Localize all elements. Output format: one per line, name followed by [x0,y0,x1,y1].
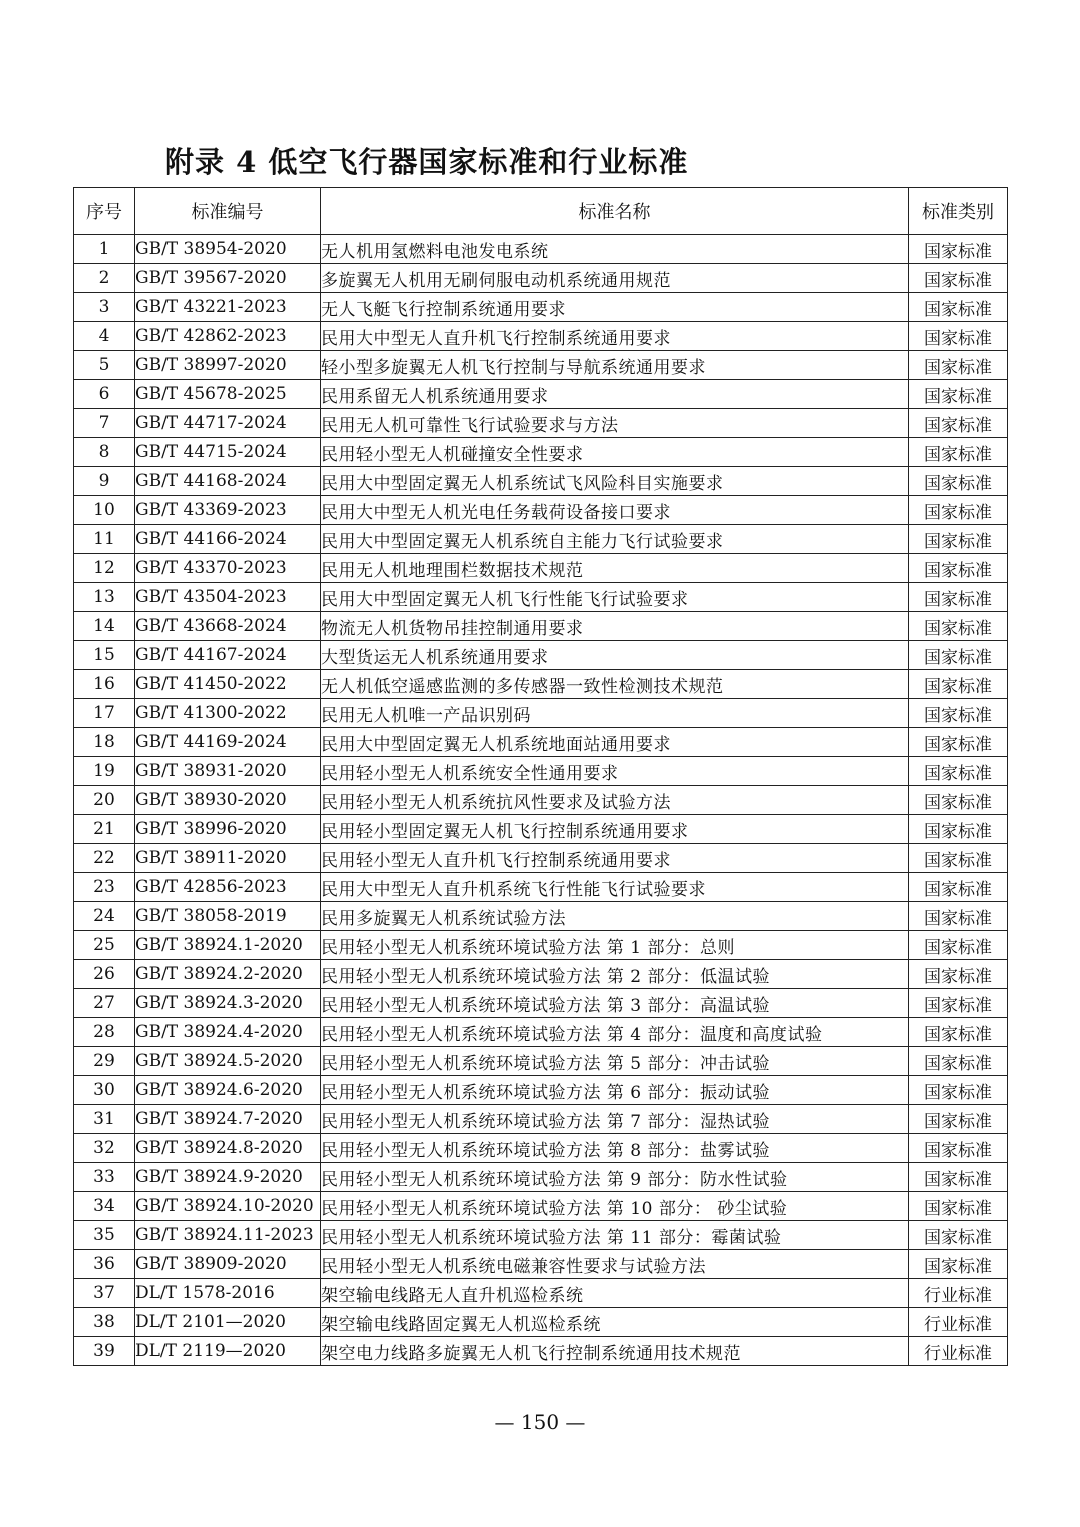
row-index: 4 [74,322,135,351]
row-index: 2 [74,264,135,293]
table-row [74,409,1008,438]
row-index: 8 [74,438,135,467]
table-row [74,1279,1008,1308]
standard-code: GB/T 38911-2020 [135,844,321,873]
standard-category: 国家标准 [909,1105,1008,1134]
table-row [74,989,1008,1018]
standard-code: DL/T 2119—2020 [135,1337,321,1366]
standard-category: 国家标准 [909,496,1008,525]
table-row [74,1076,1008,1105]
standard-category: 国家标准 [909,757,1008,786]
row-index: 9 [74,467,135,496]
row-index: 26 [74,960,135,989]
standard-category: 国家标准 [909,1076,1008,1105]
table-row [74,1047,1008,1076]
row-index: 22 [74,844,135,873]
standard-category: 国家标准 [909,641,1008,670]
standard-code: GB/T 44168-2024 [135,467,321,496]
standard-name: 民用轻小型无人机系统环境试验方法 第 1 部分：总则 [321,931,909,960]
row-index: 33 [74,1163,135,1192]
standard-name: 民用多旋翼无人机系统试验方法 [321,902,909,931]
standard-category: 国家标准 [909,293,1008,322]
standard-code: GB/T 44169-2024 [135,728,321,757]
table-header-row [74,188,1008,235]
standard-category: 国家标准 [909,902,1008,931]
standard-code: GB/T 38924.9-2020 [135,1163,321,1192]
table-row [74,931,1008,960]
standard-code: GB/T 38924.8-2020 [135,1134,321,1163]
standard-name: 无人机用氢燃料电池发电系统 [321,235,909,264]
standard-category: 国家标准 [909,1047,1008,1076]
table-row [74,873,1008,902]
standard-name: 民用轻小型无人机系统环境试验方法 第 4 部分：温度和高度试验 [321,1018,909,1047]
standard-category: 国家标准 [909,409,1008,438]
standard-name: 民用轻小型无人机系统环境试验方法 第 10 部分： 砂尘试验 [321,1192,909,1221]
table-row [74,351,1008,380]
row-index: 30 [74,1076,135,1105]
row-index: 3 [74,293,135,322]
table-row [74,728,1008,757]
standard-category: 国家标准 [909,670,1008,699]
standard-name: 民用轻小型无人机系统环境试验方法 第 11 部分：霉菌试验 [321,1221,909,1250]
row-index: 7 [74,409,135,438]
standard-category: 国家标准 [909,264,1008,293]
table-row [74,641,1008,670]
table-row [74,438,1008,467]
row-index: 34 [74,1192,135,1221]
standard-name: 民用轻小型无人机系统环境试验方法 第 2 部分：低温试验 [321,960,909,989]
table-body [74,235,1008,1366]
row-index: 25 [74,931,135,960]
standard-category: 国家标准 [909,235,1008,264]
row-index: 13 [74,583,135,612]
table-row [74,815,1008,844]
standard-name: 民用轻小型无人机系统环境试验方法 第 7 部分：湿热试验 [321,1105,909,1134]
table-row [74,380,1008,409]
table-row [74,670,1008,699]
row-index: 6 [74,380,135,409]
standard-code: GB/T 44717-2024 [135,409,321,438]
standard-code: GB/T 43504-2023 [135,583,321,612]
standard-name: 民用大中型固定翼无人机系统自主能力飞行试验要求 [321,525,909,554]
standard-name: 民用轻小型固定翼无人机飞行控制系统通用要求 [321,815,909,844]
standard-category: 国家标准 [909,612,1008,641]
standard-code: GB/T 42862-2023 [135,322,321,351]
row-index: 18 [74,728,135,757]
standard-code: GB/T 44167-2024 [135,641,321,670]
standard-code: GB/T 43369-2023 [135,496,321,525]
standard-code: GB/T 43221-2023 [135,293,321,322]
table-row [74,1018,1008,1047]
standard-name: 民用大中型无人直升机系统飞行性能飞行试验要求 [321,873,909,902]
row-index: 36 [74,1250,135,1279]
standard-name: 架空输电线路无人直升机巡检系统 [321,1279,909,1308]
standard-category: 国家标准 [909,322,1008,351]
table-row [74,1163,1008,1192]
standard-name: 民用大中型无人机光电任务载荷设备接口要求 [321,496,909,525]
standard-name: 轻小型多旋翼无人机飞行控制与导航系统通用要求 [321,351,909,380]
standard-name: 架空输电线路固定翼无人机巡检系统 [321,1308,909,1337]
standard-code: GB/T 45678-2025 [135,380,321,409]
standard-code: GB/T 38924.2-2020 [135,960,321,989]
row-index: 10 [74,496,135,525]
standard-category: 国家标准 [909,583,1008,612]
table-row [74,844,1008,873]
table-row [74,1221,1008,1250]
standard-code: GB/T 39567-2020 [135,264,321,293]
row-index: 15 [74,641,135,670]
row-index: 32 [74,1134,135,1163]
standard-name: 民用轻小型无人机系统环境试验方法 第 5 部分：冲击试验 [321,1047,909,1076]
row-index: 28 [74,1018,135,1047]
table-row [74,1250,1008,1279]
row-index: 29 [74,1047,135,1076]
table-row [74,293,1008,322]
standard-name: 大型货运无人机系统通用要求 [321,641,909,670]
standard-category: 国家标准 [909,1018,1008,1047]
table-row [74,264,1008,293]
standard-category: 国家标准 [909,525,1008,554]
standard-code: GB/T 38930-2020 [135,786,321,815]
standard-code: GB/T 43668-2024 [135,612,321,641]
standard-code: GB/T 38997-2020 [135,351,321,380]
row-index: 20 [74,786,135,815]
standard-code: GB/T 38924.10-2020 [135,1192,321,1221]
standard-name: 民用轻小型无人机碰撞安全性要求 [321,438,909,467]
row-index: 39 [74,1337,135,1366]
standard-name: 民用轻小型无人机系统环境试验方法 第 6 部分：振动试验 [321,1076,909,1105]
standard-name: 民用无人机可靠性飞行试验要求与方法 [321,409,909,438]
standard-category: 国家标准 [909,931,1008,960]
standard-code: GB/T 38924.6-2020 [135,1076,321,1105]
standard-category: 国家标准 [909,1250,1008,1279]
standard-code: GB/T 42856-2023 [135,873,321,902]
standard-name: 民用轻小型无人机系统环境试验方法 第 3 部分：高温试验 [321,989,909,1018]
standard-name: 民用大中型固定翼无人机飞行性能飞行试验要求 [321,583,909,612]
standard-category: 国家标准 [909,467,1008,496]
standard-code: DL/T 2101—2020 [135,1308,321,1337]
row-index: 12 [74,554,135,583]
table-row [74,612,1008,641]
standard-name: 民用大中型无人直升机飞行控制系统通用要求 [321,322,909,351]
standard-name: 民用无人机唯一产品识别码 [321,699,909,728]
standard-category: 国家标准 [909,1134,1008,1163]
row-index: 16 [74,670,135,699]
table-row [74,1134,1008,1163]
table-row [74,583,1008,612]
header-standard-name: 标准名称 [321,188,909,235]
standard-code: GB/T 38924.11-2023 [135,1221,321,1250]
standard-code: GB/T 38931-2020 [135,757,321,786]
table-row [74,960,1008,989]
table-row [74,757,1008,786]
standard-code: GB/T 44166-2024 [135,525,321,554]
standard-category: 行业标准 [909,1337,1008,1366]
table-row [74,699,1008,728]
standard-code: GB/T 38924.4-2020 [135,1018,321,1047]
table-row [74,235,1008,264]
standard-category: 国家标准 [909,989,1008,1018]
row-index: 24 [74,902,135,931]
standard-name: 民用轻小型无人直升机飞行控制系统通用要求 [321,844,909,873]
header-standard-category: 标准类别 [909,188,1008,235]
standard-category: 行业标准 [909,1279,1008,1308]
row-index: 1 [74,235,135,264]
table-row [74,525,1008,554]
standard-name: 多旋翼无人机用无刷伺服电动机系统通用规范 [321,264,909,293]
standard-category: 国家标准 [909,699,1008,728]
standard-category: 国家标准 [909,844,1008,873]
row-index: 27 [74,989,135,1018]
standard-category: 国家标准 [909,438,1008,467]
standard-category: 国家标准 [909,873,1008,902]
row-index: 23 [74,873,135,902]
standard-name: 无人机低空遥感监测的多传感器一致性检测技术规范 [321,670,909,699]
row-index: 35 [74,1221,135,1250]
standard-category: 国家标准 [909,815,1008,844]
standard-code: DL/T 1578-2016 [135,1279,321,1308]
standard-category: 国家标准 [909,786,1008,815]
standard-name: 民用大中型固定翼无人机系统试飞风险科目实施要求 [321,467,909,496]
row-index: 37 [74,1279,135,1308]
standard-name: 无人飞艇飞行控制系统通用要求 [321,293,909,322]
row-index: 31 [74,1105,135,1134]
standard-category: 国家标准 [909,1221,1008,1250]
row-index: 21 [74,815,135,844]
standard-name: 民用无人机地理围栏数据技术规范 [321,554,909,583]
table-row [74,496,1008,525]
page-number: — 150 — [494,1410,586,1434]
standard-name: 民用大中型固定翼无人机系统地面站通用要求 [321,728,909,757]
table-row [74,786,1008,815]
standard-code: GB/T 43370-2023 [135,554,321,583]
table-row [74,902,1008,931]
table-row [74,1105,1008,1134]
standard-category: 国家标准 [909,380,1008,409]
standard-name: 民用轻小型无人机系统环境试验方法 第 9 部分：防水性试验 [321,1163,909,1192]
header-index: 序号 [74,188,135,235]
standard-code: GB/T 38909-2020 [135,1250,321,1279]
standard-name: 民用轻小型无人机系统电磁兼容性要求与试验方法 [321,1250,909,1279]
standard-code: GB/T 41450-2022 [135,670,321,699]
standard-category: 国家标准 [909,728,1008,757]
standard-name: 物流无人机货物吊挂控制通用要求 [321,612,909,641]
standard-category: 行业标准 [909,1308,1008,1337]
table-row [74,322,1008,351]
standards-table [73,187,1008,1366]
standard-name: 民用轻小型无人机系统抗风性要求及试验方法 [321,786,909,815]
row-index: 19 [74,757,135,786]
standard-code: GB/T 38996-2020 [135,815,321,844]
row-index: 17 [74,699,135,728]
standard-code: GB/T 44715-2024 [135,438,321,467]
table-row [74,1192,1008,1221]
standard-name: 民用轻小型无人机系统环境试验方法 第 8 部分：盐雾试验 [321,1134,909,1163]
table-row [74,1308,1008,1337]
standard-code: GB/T 38924.7-2020 [135,1105,321,1134]
row-index: 5 [74,351,135,380]
standard-code: GB/T 38954-2020 [135,235,321,264]
header-standard-code: 标准编号 [135,188,321,235]
standard-code: GB/T 38058-2019 [135,902,321,931]
table-row [74,554,1008,583]
standard-code: GB/T 38924.3-2020 [135,989,321,1018]
standard-category: 国家标准 [909,960,1008,989]
row-index: 11 [74,525,135,554]
standard-category: 国家标准 [909,1163,1008,1192]
standard-name: 民用系留无人机系统通用要求 [321,380,909,409]
standard-category: 国家标准 [909,351,1008,380]
table-row [74,467,1008,496]
standard-category: 国家标准 [909,554,1008,583]
standard-name: 民用轻小型无人机系统安全性通用要求 [321,757,909,786]
row-index: 38 [74,1308,135,1337]
standard-code: GB/T 38924.5-2020 [135,1047,321,1076]
page-title: 附录 4 低空飞行器国家标准和行业标准 [165,145,689,179]
standard-code: GB/T 38924.1-2020 [135,931,321,960]
standard-category: 国家标准 [909,1192,1008,1221]
row-index: 14 [74,612,135,641]
standard-code: GB/T 41300-2022 [135,699,321,728]
standard-name: 架空电力线路多旋翼无人机飞行控制系统通用技术规范 [321,1337,909,1366]
table-row [74,1337,1008,1366]
